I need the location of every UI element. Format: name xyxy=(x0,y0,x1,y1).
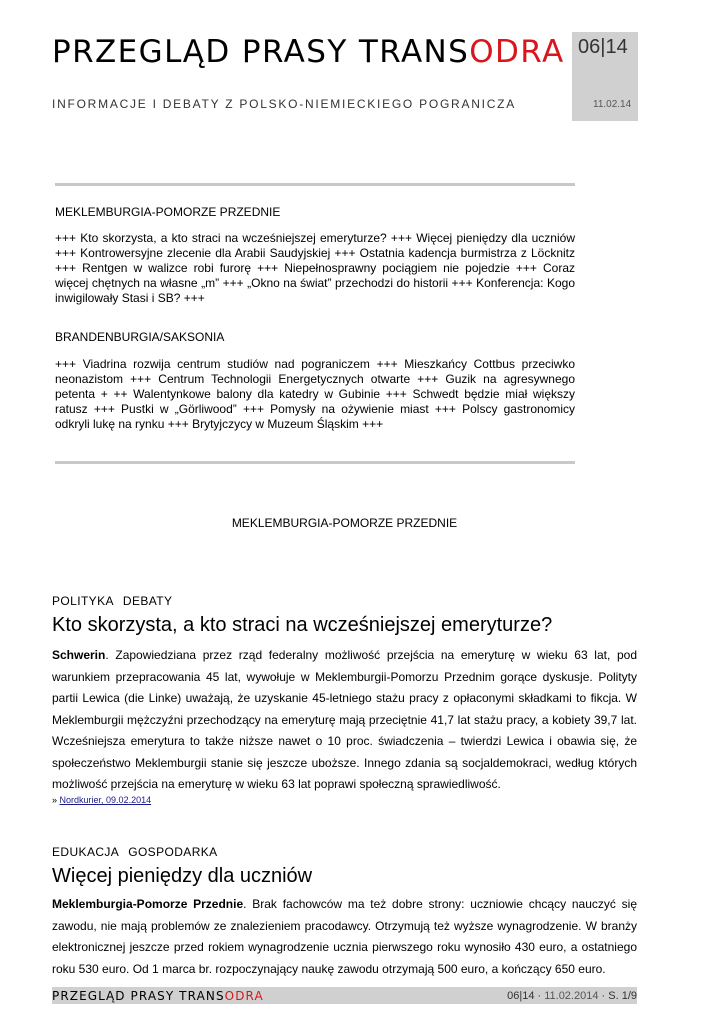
issue-date: 11.02.14 xyxy=(593,99,632,110)
article-lead: Schwerin xyxy=(52,648,106,662)
footer-page-info xyxy=(507,989,637,1003)
category-tag: EDUKACJA xyxy=(52,845,120,859)
source-prefix: » xyxy=(52,795,58,805)
footer-separator: · xyxy=(534,990,545,1002)
summary-region-text: +++ Viadrina rozwija centrum studiów nad pograniczem +++ Mieszkańcy Cottbus przeciwko neonazistom +++ Centrum Technologii Energetycznych otwarte +++ Guzik na agresywnego petenta + ++ Walentynkowe balony dla katedry w Gubinie +++ Schwedt będzie miał większy ratusz +++ Pustki w „Görliwood” +++ Pomysły na ożywienie miast +++ Polscy gastronomicy odkryli lukę na rynku +++ Brytyjczycy w Muzeum Śląskim +++ xyxy=(55,357,575,431)
footer-brand-accent: ODRA xyxy=(224,989,264,1003)
masthead-title-accent: ODRA xyxy=(469,34,565,70)
article-title: Kto skorzysta, a kto straci na wcześniejszej emeryturze? xyxy=(52,614,553,636)
article-title: Więcej pieniędzy dla uczniów xyxy=(52,865,313,887)
summary-region-heading: BRANDENBURGIA/SAKSONIA xyxy=(55,330,225,344)
footer-separator: · xyxy=(598,990,609,1002)
category-tag: GOSPODARKA xyxy=(128,845,218,859)
article-source xyxy=(52,795,151,805)
article-body xyxy=(52,894,637,980)
article-body xyxy=(52,645,637,796)
article-lead: Meklemburgia-Pomorze Przednie xyxy=(52,897,244,911)
summary-region-heading: MEKLEMBURGIA-POMORZE PRZEDNIE xyxy=(55,205,281,219)
article-text: . Zapowiedziana przez rząd federalny możliwość przejścia na emeryturę w wieku 63 lat, pod warunkiem przepracowania 45 lat, wywołuje w Meklemburgii-Pomorzu Przednim gorące dyskusje. Polityty partii Lewica (die Linke) uważają, że uzyskanie 45-letniego stażu pracy z opłaconymi składkami to fikcja. W Meklemburgii mężczyźni przechodzący na emeryturę mają przeciętnie 41,7 lat stażu pracy, a kobiety 39,7 lat. Wcześniejsza emerytura to także niższe nawet o 10 proc. świadczenia – twierdzi Lewica i obawia się, że społeczeństwo Meklemburgii stanie się jeszcze uboższe. Innego zdania są socjaldemokraci, według których możliwość przejścia na emeryturę w wieku 63 lat poprawi społeczną sprawiedliwość. xyxy=(52,648,637,791)
masthead-title-main: PRZEGLĄD PRASY TRANS xyxy=(52,34,470,70)
footer-issue: 06|14 xyxy=(507,990,535,1002)
article-categories xyxy=(52,845,218,859)
footer-brand xyxy=(52,988,264,1004)
article-text: . Brak fachowców ma też dobre strony: uczniowie chcący nauczyć się zawodu, nie mają problemów ze znalezieniem pracodawcy. Otrzymują też wyższe wynagrodzenie. W branży elektronicznej jeszcze przed rokiem wynagrodzenie ucznia pierwszego roku wynosiło 430 euro, a ostatniego roku 530 euro. Od 1 marca br. rozpoczynający naukę zawodu otrzymają 500 euro, a kończący 650 euro. xyxy=(52,897,637,976)
footer-date: 11.02.2014 xyxy=(544,990,599,1002)
footer-brand-main: PRZEGLĄD PRASY TRANS xyxy=(52,989,225,1003)
footer-page-number: S. 1/9 xyxy=(608,990,637,1002)
summary-top-rule xyxy=(55,183,575,186)
masthead-title xyxy=(52,32,565,72)
summary-bottom-rule xyxy=(55,461,575,464)
summary-region-text: +++ Kto skorzysta, a kto straci na wcześniejszej emeryturze? +++ Więcej pieniędzy dla uczniów +++ Kontrowersyjne zlecenie dla Arabii Saudyjskiej +++ Ostatnia kadencja burmistrza z Löcknitz +++ Rentgen w walizce robi furorę +++ Niepełnosprawny pociągiem nie pojedzie +++ Coraz więcej chętnych na własne „m” +++ „Okno na świat” przechodzi do historii +++ Konferencja: Kogo inwigilowały Stasi i SB? +++ xyxy=(55,231,575,305)
article-categories xyxy=(52,594,172,608)
category-tag: POLITYKA xyxy=(52,594,114,608)
source-link[interactable]: Nordkurier, 09.02.2014 xyxy=(59,795,152,805)
masthead-subtitle: INFORMACJE I DEBATY Z POLSKO-NIEMIECKIEGO POGRANICZA xyxy=(52,97,516,111)
issue-number: 06|14 xyxy=(578,36,628,58)
category-tag: DEBATY xyxy=(122,594,173,608)
section-heading: MEKLEMBURGIA-POMORZE PRZEDNIE xyxy=(231,516,458,530)
